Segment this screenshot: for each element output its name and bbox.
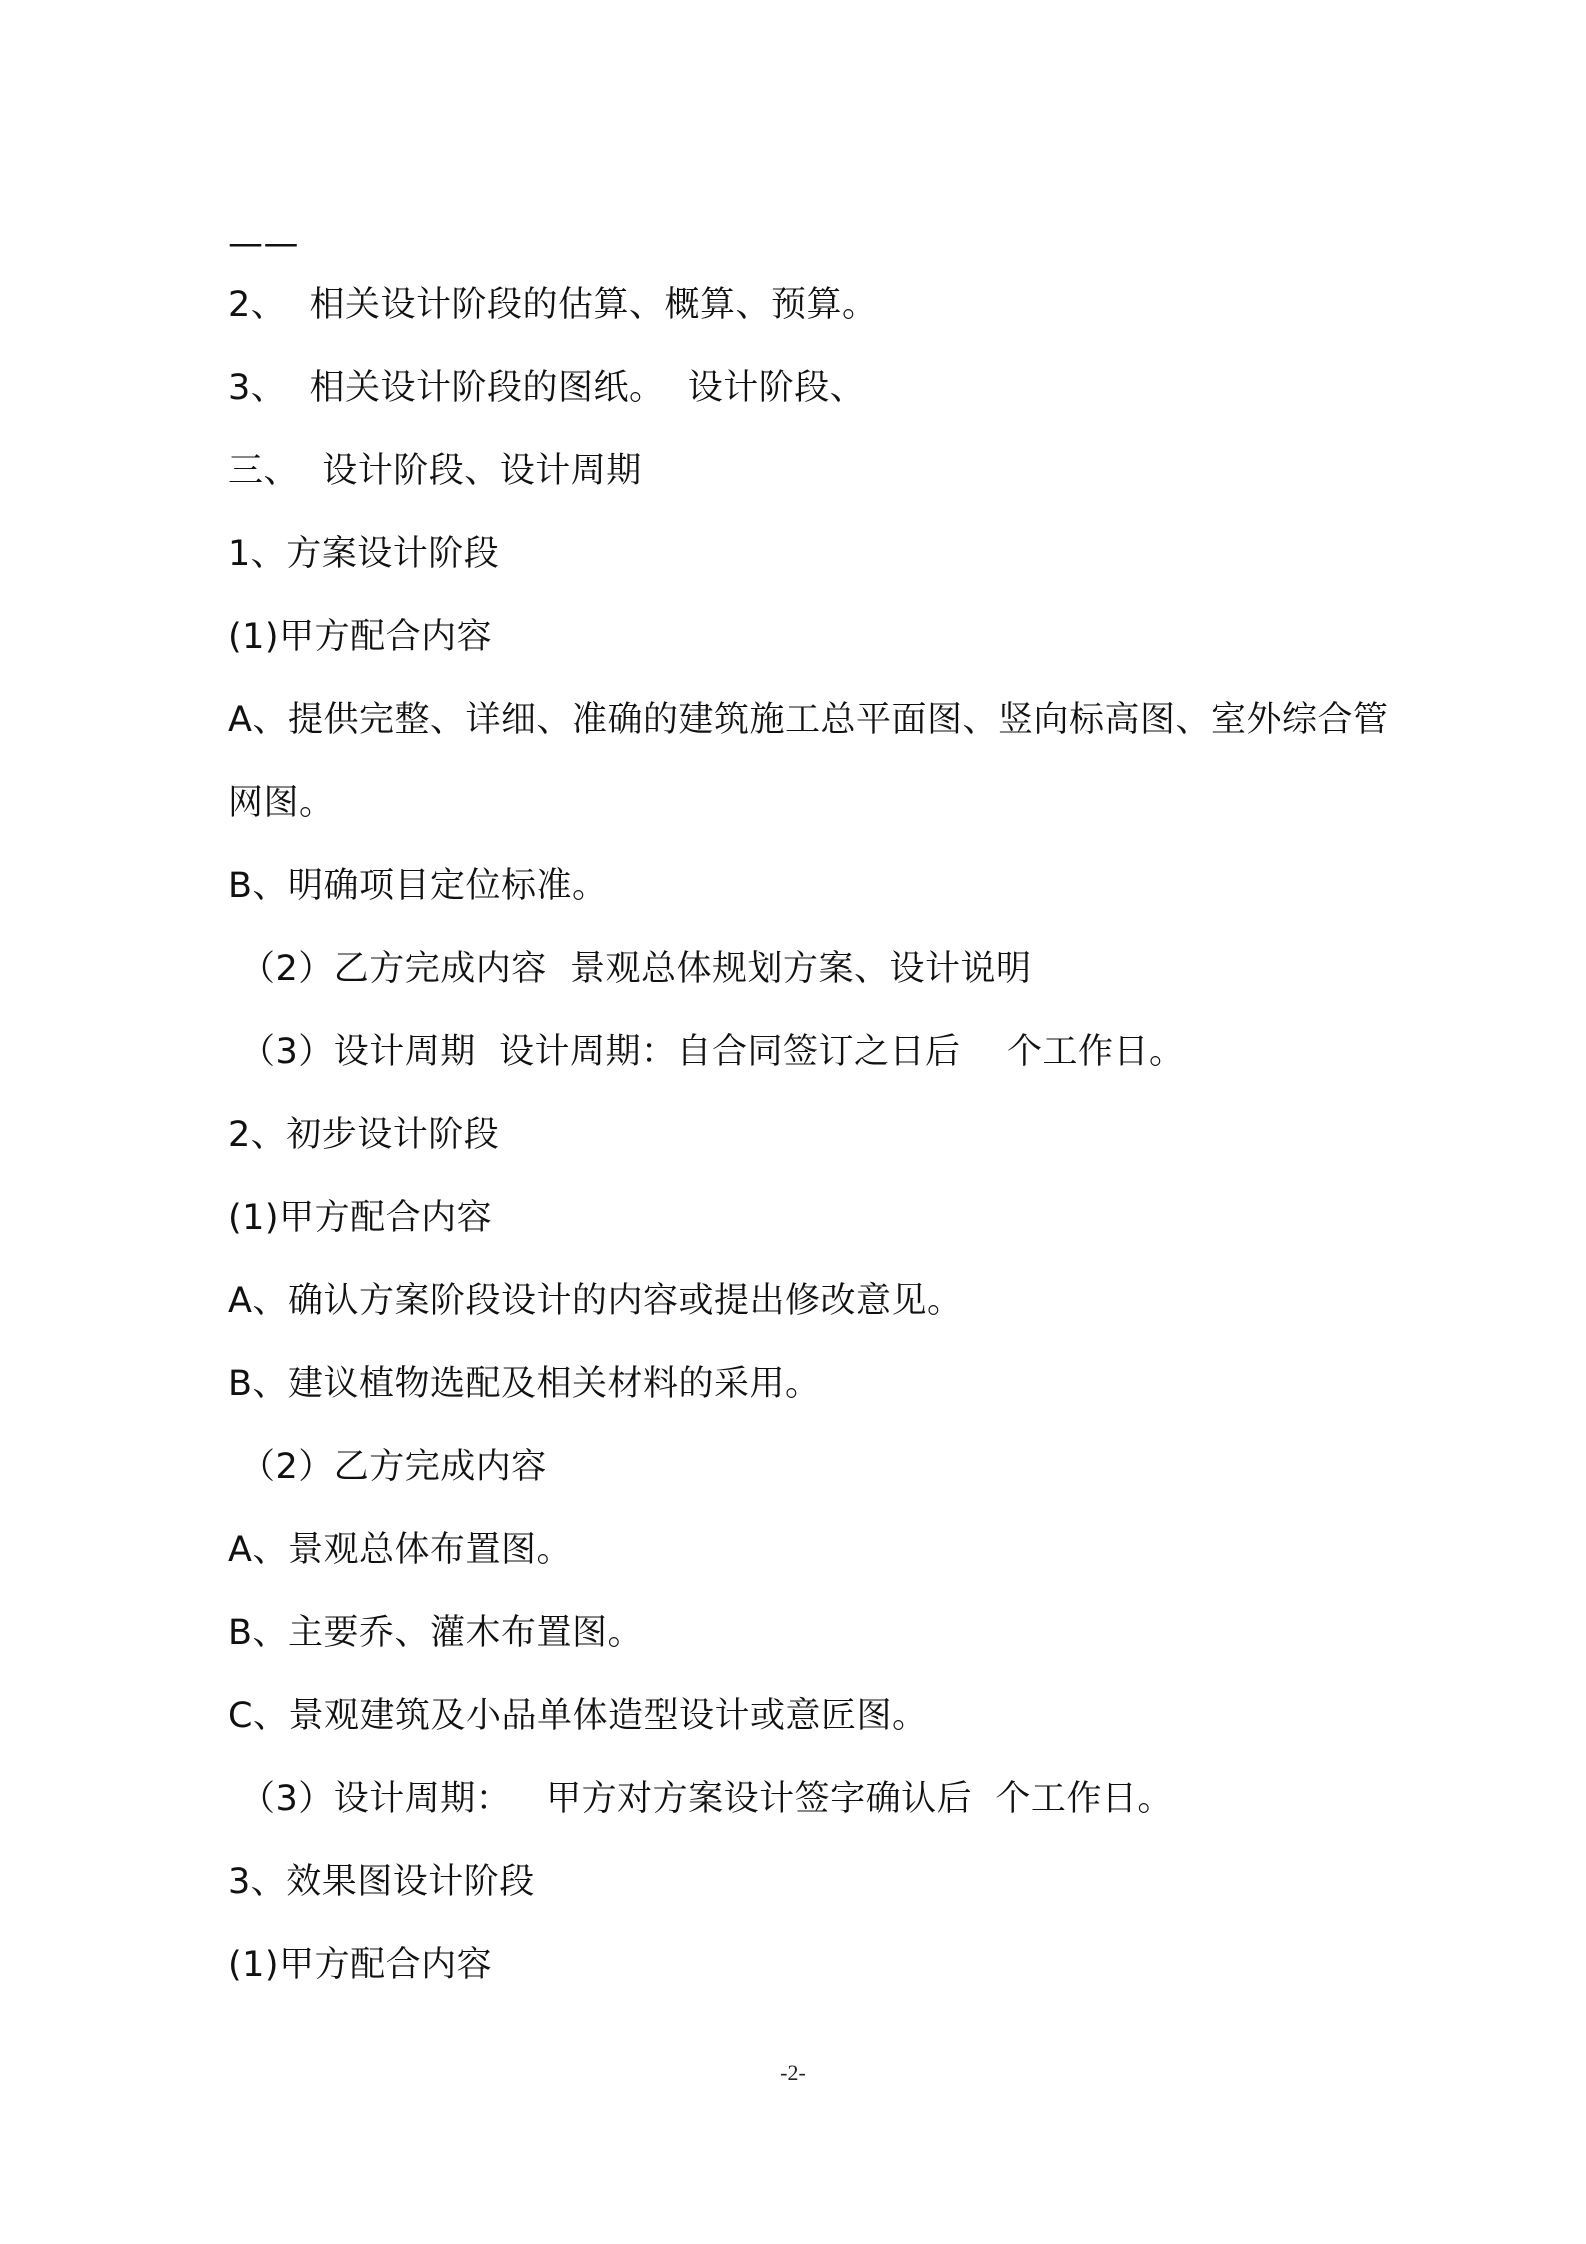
page-number: -2-: [780, 2060, 806, 2085]
paragraph-line: 网图。: [228, 783, 335, 823]
paragraph-line: (1)甲方配合内容: [228, 1198, 493, 1238]
paragraph-line: A、提供完整、详细、准确的建筑施工总平面图、竖向标高图、室外综合管: [228, 700, 1389, 740]
paragraph-line: (1)甲方配合内容: [228, 1945, 493, 1985]
paragraph-line: C、景观建筑及小品单体造型设计或意匠图。: [228, 1696, 928, 1736]
section-heading: 三、 设计阶段、设计周期: [228, 451, 642, 491]
subsection-heading: 3、效果图设计阶段: [228, 1862, 535, 1902]
paragraph-line: B、主要乔、灌木布置图。: [228, 1613, 644, 1653]
paragraph-line: （3）设计周期： 甲方对方案设计签字确认后 个工作日。: [240, 1779, 1173, 1819]
paragraph-line: （2）乙方完成内容 景观总体规划方案、设计说明: [240, 949, 1032, 989]
paragraph-line: (1)甲方配合内容: [228, 617, 493, 657]
paragraph-line: （2）乙方完成内容: [240, 1447, 547, 1487]
paragraph-line: A、确认方案阶段设计的内容或提出修改意见。: [228, 1281, 963, 1321]
paragraph-line: B、明确项目定位标准。: [228, 866, 608, 906]
subsection-heading: 2、初步设计阶段: [228, 1115, 500, 1155]
subsection-heading: 1、方案设计阶段: [228, 534, 500, 574]
paragraph-line: 2、 相关设计阶段的估算、概算、预算。: [228, 285, 878, 325]
separator-dash: ——: [228, 224, 299, 264]
paragraph-line: 3、 相关设计阶段的图纸。 设计阶段、: [228, 368, 866, 408]
paragraph-line: B、建议植物选配及相关材料的采用。: [228, 1364, 821, 1404]
paragraph-line: A、景观总体布置图。: [228, 1530, 572, 1570]
paragraph-line: （3）设计周期 设计周期：自合同签订之日后 个工作日。: [240, 1032, 1185, 1072]
